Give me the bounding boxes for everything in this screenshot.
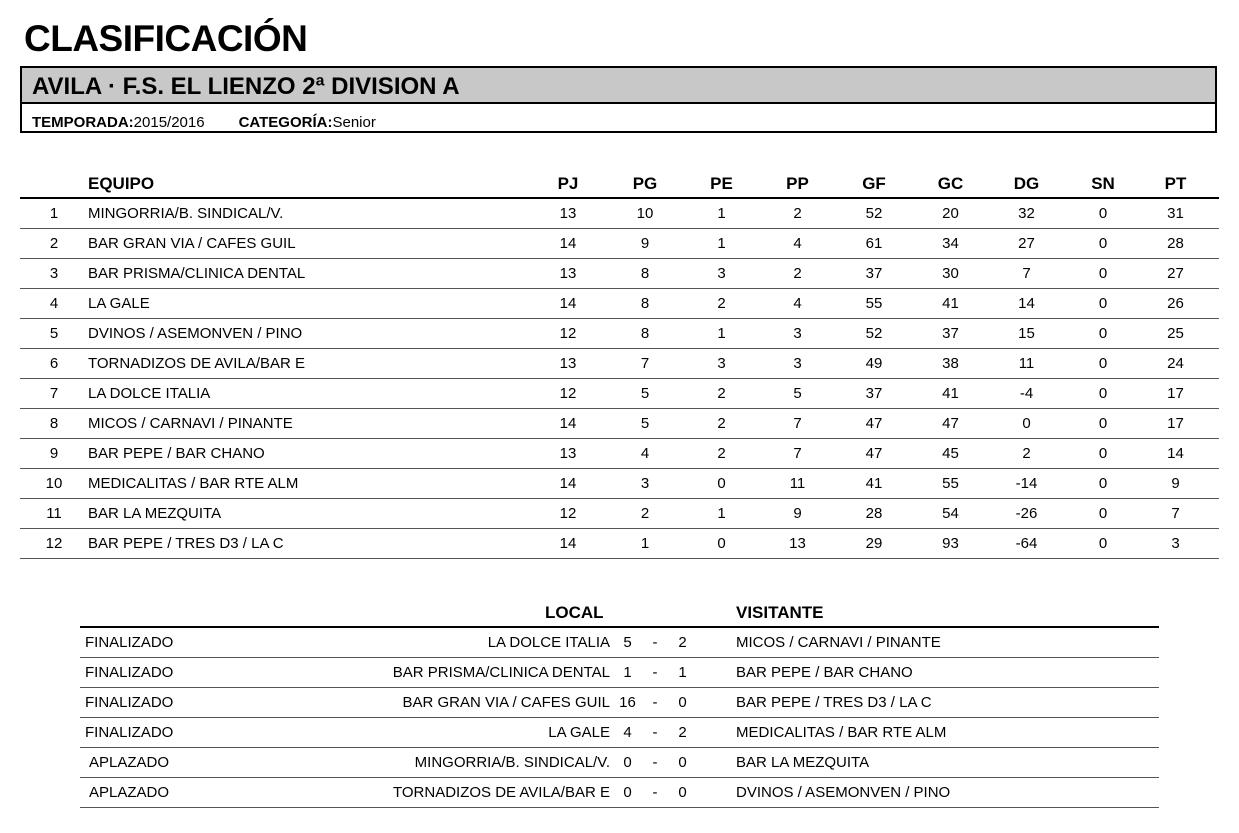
match-status: FINALIZADO xyxy=(80,688,240,718)
gc: 41 xyxy=(922,379,979,409)
team-name: MEDICALITAS / BAR RTE ALM xyxy=(88,469,520,499)
pg: 7 xyxy=(616,349,674,379)
gf: 61 xyxy=(826,229,922,259)
pp: 4 xyxy=(769,229,826,259)
gc: 55 xyxy=(922,469,979,499)
pp: 7 xyxy=(769,409,826,439)
col-pe: PE xyxy=(674,170,769,198)
gf: 29 xyxy=(826,529,922,559)
gf: 52 xyxy=(826,198,922,229)
team-name: BAR PEPE / BAR CHANO xyxy=(88,439,520,469)
category-value: Senior xyxy=(332,114,376,131)
pos: 7 xyxy=(20,379,88,409)
col-team: EQUIPO xyxy=(88,170,520,198)
pg: 3 xyxy=(616,469,674,499)
table-row xyxy=(20,289,1219,319)
pj: 14 xyxy=(520,289,616,319)
score-separator: - xyxy=(645,658,665,688)
gc: 37 xyxy=(922,319,979,349)
pp: 13 xyxy=(769,529,826,559)
home-score: 4 xyxy=(610,718,645,748)
pos: 2 xyxy=(20,229,88,259)
pp: 11 xyxy=(769,469,826,499)
table-row xyxy=(20,198,1219,229)
pp: 4 xyxy=(769,289,826,319)
local-team: MINGORRIA/B. SINDICAL/V. xyxy=(240,748,610,778)
home-score: 16 xyxy=(610,688,645,718)
score-separator: - xyxy=(645,718,665,748)
gf: 41 xyxy=(826,469,922,499)
sn: 0 xyxy=(1074,319,1132,349)
page-title: CLASIFICACIÓN xyxy=(24,18,308,59)
local-team: LA GALE xyxy=(240,718,610,748)
gc: 93 xyxy=(922,529,979,559)
pg: 4 xyxy=(616,439,674,469)
pos: 1 xyxy=(20,198,88,229)
pe: 1 xyxy=(674,198,769,229)
pp: 7 xyxy=(769,439,826,469)
home-score: 1 xyxy=(610,658,645,688)
pj: 14 xyxy=(520,469,616,499)
pt: 27 xyxy=(1132,259,1219,289)
home-score: 0 xyxy=(610,748,645,778)
match-status: APLAZADO xyxy=(80,778,240,808)
dg: -4 xyxy=(979,379,1074,409)
table-row xyxy=(20,379,1219,409)
match-row xyxy=(80,658,1159,688)
matches-table xyxy=(80,626,1159,808)
gc: 47 xyxy=(922,409,979,439)
gc: 20 xyxy=(922,198,979,229)
team-name: TORNADIZOS DE AVILA/BAR E xyxy=(88,349,520,379)
standings-table xyxy=(20,170,1219,559)
gc: 38 xyxy=(922,349,979,379)
visitor-team: BAR PEPE / BAR CHANO xyxy=(736,658,1159,688)
pos: 12 xyxy=(20,529,88,559)
local-header: LOCAL xyxy=(545,603,604,622)
pt: 31 xyxy=(1132,198,1219,229)
pj: 14 xyxy=(520,409,616,439)
team-name: MINGORRIA/B. SINDICAL/V. xyxy=(88,198,520,229)
pos: 8 xyxy=(20,409,88,439)
pg: 5 xyxy=(616,379,674,409)
table-row xyxy=(20,439,1219,469)
match-row xyxy=(80,748,1159,778)
dg: 27 xyxy=(979,229,1074,259)
pe: 0 xyxy=(674,529,769,559)
pp: 2 xyxy=(769,259,826,289)
away-score: 0 xyxy=(665,688,700,718)
col-pj: PJ xyxy=(520,170,616,198)
pos: 5 xyxy=(20,319,88,349)
visitor-team: MEDICALITAS / BAR RTE ALM xyxy=(736,718,1159,748)
gf: 37 xyxy=(826,259,922,289)
pt: 26 xyxy=(1132,289,1219,319)
sn: 0 xyxy=(1074,439,1132,469)
pj: 12 xyxy=(520,379,616,409)
dg: -64 xyxy=(979,529,1074,559)
sn: 0 xyxy=(1074,379,1132,409)
pe: 2 xyxy=(674,409,769,439)
pe: 3 xyxy=(674,259,769,289)
match-status: FINALIZADO xyxy=(80,658,240,688)
table-row xyxy=(20,259,1219,289)
col-pp: PP xyxy=(769,170,826,198)
table-row xyxy=(20,469,1219,499)
local-team: TORNADIZOS DE AVILA/BAR E xyxy=(240,778,610,808)
sn: 0 xyxy=(1074,469,1132,499)
pt: 17 xyxy=(1132,409,1219,439)
pg: 5 xyxy=(616,409,674,439)
league-header xyxy=(20,66,1217,133)
col-dg: DG xyxy=(979,170,1074,198)
col-pt: PT xyxy=(1132,170,1219,198)
gf: 49 xyxy=(826,349,922,379)
pt: 28 xyxy=(1132,229,1219,259)
sn: 0 xyxy=(1074,259,1132,289)
away-score: 0 xyxy=(665,778,700,808)
sn: 0 xyxy=(1074,529,1132,559)
standings-header-row xyxy=(20,170,1219,198)
local-team: BAR GRAN VIA / CAFES GUIL xyxy=(240,688,610,718)
visitor-team: BAR LA MEZQUITA xyxy=(736,748,1159,778)
pp: 3 xyxy=(769,349,826,379)
sn: 0 xyxy=(1074,229,1132,259)
pe: 2 xyxy=(674,439,769,469)
gf: 37 xyxy=(826,379,922,409)
gf: 28 xyxy=(826,499,922,529)
gf: 47 xyxy=(826,409,922,439)
pos: 6 xyxy=(20,349,88,379)
pe: 0 xyxy=(674,469,769,499)
dg: -26 xyxy=(979,499,1074,529)
team-name: BAR GRAN VIA / CAFES GUIL xyxy=(88,229,520,259)
season-value: 2015/2016 xyxy=(133,114,205,131)
pg: 1 xyxy=(616,529,674,559)
table-row xyxy=(20,229,1219,259)
pos: 4 xyxy=(20,289,88,319)
dg: 11 xyxy=(979,349,1074,379)
table-row xyxy=(20,409,1219,439)
pp: 2 xyxy=(769,198,826,229)
sn: 0 xyxy=(1074,349,1132,379)
team-name: BAR PEPE / TRES D3 / LA C xyxy=(88,529,520,559)
season-info xyxy=(32,114,376,131)
pg: 9 xyxy=(616,229,674,259)
local-team: LA DOLCE ITALIA xyxy=(240,627,610,658)
pj: 14 xyxy=(520,529,616,559)
match-status: APLAZADO xyxy=(80,748,240,778)
pt: 3 xyxy=(1132,529,1219,559)
away-score: 0 xyxy=(665,748,700,778)
gc: 30 xyxy=(922,259,979,289)
pg: 8 xyxy=(616,259,674,289)
score-separator: - xyxy=(645,748,665,778)
col-gc: GC xyxy=(922,170,979,198)
pt: 7 xyxy=(1132,499,1219,529)
visitor-header: VISITANTE xyxy=(736,603,824,622)
home-score: 5 xyxy=(610,627,645,658)
table-row xyxy=(20,529,1219,559)
col-pos xyxy=(20,170,88,198)
pos: 9 xyxy=(20,439,88,469)
pos: 10 xyxy=(20,469,88,499)
match-row xyxy=(80,627,1159,658)
team-name: DVINOS / ASEMONVEN / PINO xyxy=(88,319,520,349)
pj: 13 xyxy=(520,259,616,289)
dg: 2 xyxy=(979,439,1074,469)
col-pg: PG xyxy=(616,170,674,198)
pg: 2 xyxy=(616,499,674,529)
sn: 0 xyxy=(1074,198,1132,229)
team-name: BAR LA MEZQUITA xyxy=(88,499,520,529)
dg: 0 xyxy=(979,409,1074,439)
league-band xyxy=(22,68,1215,104)
gf: 55 xyxy=(826,289,922,319)
pp: 5 xyxy=(769,379,826,409)
team-name: LA GALE xyxy=(88,289,520,319)
table-row xyxy=(20,349,1219,379)
away-score: 2 xyxy=(665,718,700,748)
sn: 0 xyxy=(1074,409,1132,439)
pt: 9 xyxy=(1132,469,1219,499)
team-name: MICOS / CARNAVI / PINANTE xyxy=(88,409,520,439)
pt: 17 xyxy=(1132,379,1219,409)
table-row xyxy=(20,499,1219,529)
gc: 41 xyxy=(922,289,979,319)
pj: 13 xyxy=(520,349,616,379)
score-separator: - xyxy=(645,778,665,808)
table-row xyxy=(20,319,1219,349)
match-row xyxy=(80,718,1159,748)
pt: 24 xyxy=(1132,349,1219,379)
pg: 10 xyxy=(616,198,674,229)
visitor-team: BAR PEPE / TRES D3 / LA C xyxy=(736,688,1159,718)
visitor-team: MICOS / CARNAVI / PINANTE xyxy=(736,627,1159,658)
score-separator: - xyxy=(645,688,665,718)
pp: 9 xyxy=(769,499,826,529)
pe: 3 xyxy=(674,349,769,379)
dg: -14 xyxy=(979,469,1074,499)
pe: 1 xyxy=(674,319,769,349)
gc: 34 xyxy=(922,229,979,259)
gc: 45 xyxy=(922,439,979,469)
pe: 1 xyxy=(674,229,769,259)
pj: 12 xyxy=(520,499,616,529)
dg: 32 xyxy=(979,198,1074,229)
score-separator: - xyxy=(645,627,665,658)
pe: 1 xyxy=(674,499,769,529)
pt: 25 xyxy=(1132,319,1219,349)
col-sn: SN xyxy=(1074,170,1132,198)
pt: 14 xyxy=(1132,439,1219,469)
match-row xyxy=(80,778,1159,808)
away-score: 1 xyxy=(665,658,700,688)
dg: 14 xyxy=(979,289,1074,319)
team-name: BAR PRISMA/CLINICA DENTAL xyxy=(88,259,520,289)
pg: 8 xyxy=(616,319,674,349)
pe: 2 xyxy=(674,289,769,319)
league-name: AVILA · F.S. EL LIENZO 2ª DIVISION A xyxy=(32,73,460,100)
gc: 54 xyxy=(922,499,979,529)
gf: 52 xyxy=(826,319,922,349)
dg: 15 xyxy=(979,319,1074,349)
pos: 11 xyxy=(20,499,88,529)
pj: 14 xyxy=(520,229,616,259)
pg: 8 xyxy=(616,289,674,319)
col-gf: GF xyxy=(826,170,922,198)
gf: 47 xyxy=(826,439,922,469)
away-score: 2 xyxy=(665,627,700,658)
pos: 3 xyxy=(20,259,88,289)
sn: 0 xyxy=(1074,499,1132,529)
match-status: FINALIZADO xyxy=(80,627,240,658)
home-score: 0 xyxy=(610,778,645,808)
pj: 12 xyxy=(520,319,616,349)
visitor-team: DVINOS / ASEMONVEN / PINO xyxy=(736,778,1159,808)
dg: 7 xyxy=(979,259,1074,289)
local-team: BAR PRISMA/CLINICA DENTAL xyxy=(240,658,610,688)
pj: 13 xyxy=(520,439,616,469)
match-status: FINALIZADO xyxy=(80,718,240,748)
match-row xyxy=(80,688,1159,718)
pe: 2 xyxy=(674,379,769,409)
team-name: LA DOLCE ITALIA xyxy=(88,379,520,409)
season-label: TEMPORADA: xyxy=(32,114,134,131)
pp: 3 xyxy=(769,319,826,349)
category-label: CATEGORÍA: xyxy=(238,114,333,131)
pj: 13 xyxy=(520,198,616,229)
sn: 0 xyxy=(1074,289,1132,319)
